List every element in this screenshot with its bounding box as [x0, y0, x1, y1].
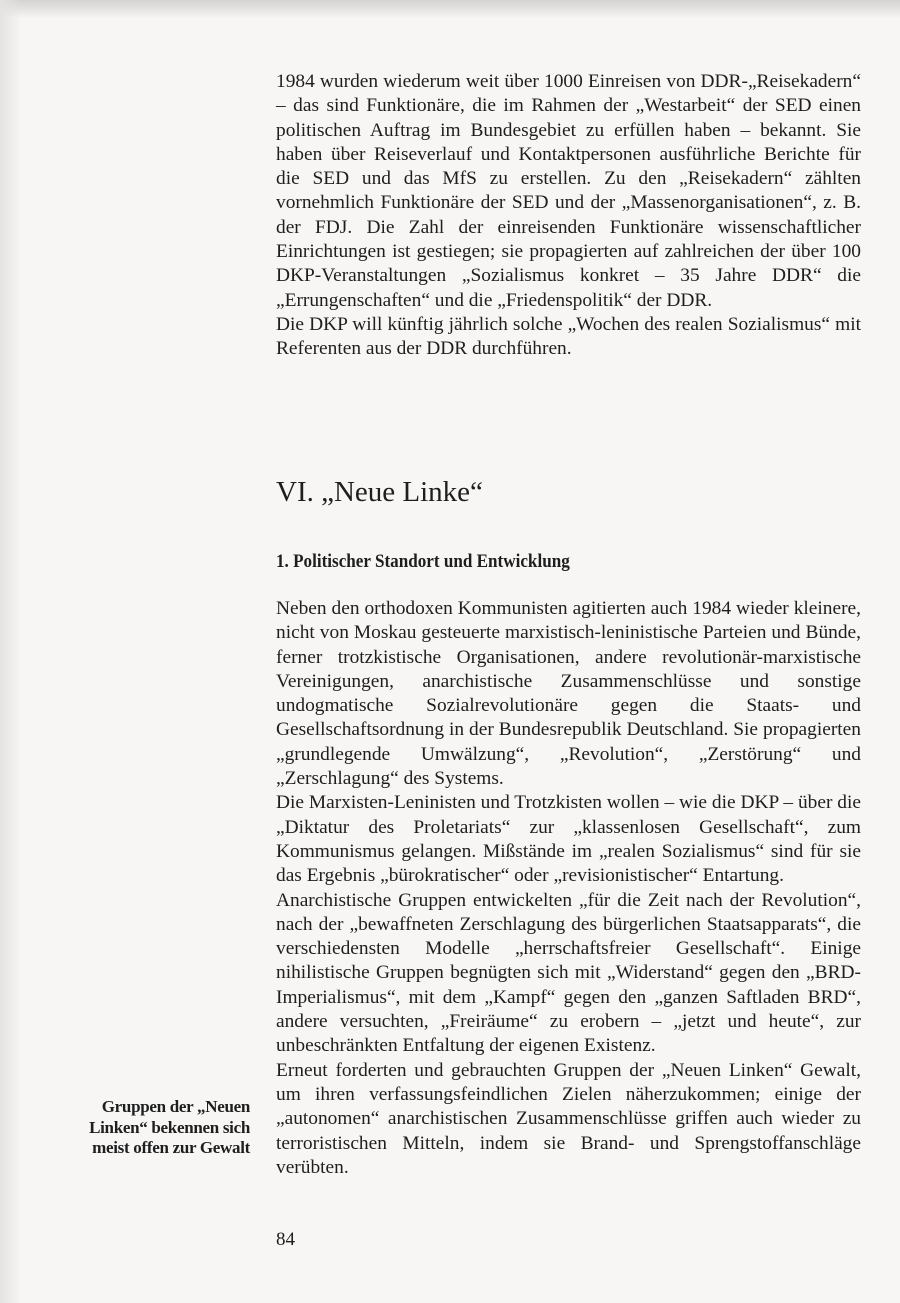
main-paragraph-1: Neben den orthodoxen Kommunisten agitierten auch 1984 wieder kleinere, nicht von Moskau gesteuerte marxistisch-leninistische Parteien und Bünde, ferner trotzkistische Organisationen, andere revolutionär-marxistische Vereinigungen, anarchistische Zusammenschlüsse und sonstige undogmatische Sozialrevolutionäre gegen die Staats- und Gesellschaftsordnung in der Bundesrepublik Deutschland. Sie propagierten „grundlegende Umwälzung“, „Revolution“, „Zerstörung“ und „Zerschlagung“ des Systems. — [276, 598, 861, 790]
intro-paragraph-2: Die DKP will künftig jährlich solche „Wochen des realen Sozialismus“ mit Referenten aus der DDR durchführen. — [276, 313, 861, 360]
page-number: 84 — [276, 1229, 295, 1250]
scan-edge-top — [0, 0, 900, 18]
subsection-title: 1. Politischer Standort und Entwicklung — [276, 551, 570, 572]
intro-paragraph-1: 1984 wurden wiederum weit über 1000 Einreisen von DDR-„Reisekadern“ – das sind Funktionäre, die im Rahmen der „Westarbeit“ der SED einen politischen Auftrag im Bundesgebiet zu erfüllen haben – bekannt. Sie haben über Reiseverlauf und Kontaktpersonen ausführliche Berichte für die SED und das MfS zu erstellen. Zu den „Reisekadern“ zählten vornehmlich Funktionäre der SED und der „Massenorganisationen“, z. B. der FDJ. Die Zahl der einreisenden Funktionäre wissenschaftlicher Einrichtungen ist gestiegen; sie propagierten auf zahlreichen der über 100 DKP-Veranstaltungen „Sozialismus konkret – 35 Jahre DDR“ die „Errungenschaften“ und die „Friedenspolitik“ der DDR. — [276, 71, 861, 311]
main-paragraph-3: Anarchistische Gruppen entwickelten „für die Zeit nach der Revolution“, nach der „bewaffneten Zerschlagung des bürgerlichen Staatsapparats“, die verschiedensten Modelle „herrschaftsfreier Gesellschaft“. Einige nihilistische Gruppen begnügten sich mit „Widerstand“ gegen den „BRD-Imperialismus“, mit dem „Kampf“ gegen den „ganzen Saftladen BRD“, andere versuchten, „Freiräume“ zu erobern – „jetzt und heute“, zur unbeschränkten Entfaltung der eigenen Existenz. — [276, 889, 861, 1057]
intro-text-block — [276, 70, 861, 362]
margin-note: Gruppen der „Neuen Linken“ bekennen sich meist offen zur Gewalt — [89, 1097, 250, 1157]
main-text-block — [276, 597, 861, 1180]
main-paragraph-2: Die Marxisten-Leninisten und Trotzkisten wollen – wie die DKP – über die „Diktatur des Proletariats“ zur „klassenlosen Gesellschaft“, zum Kommunismus gelangen. Mißstände im „realen Sozialismus“ sind für sie das Ergebnis „bürokratischer“ oder „revisionistischer“ Entartung. — [276, 792, 861, 887]
scan-edge-left — [0, 0, 22, 1303]
section-title: VI. „Neue Linke“ — [276, 476, 483, 508]
main-paragraph-4: Erneut forderten und gebrauchten Gruppen der „Neuen Linken“ Gewalt, um ihren verfassungsfeindlichen Zielen näherzukommen; einige der „autonomen“ anarchistischen Zusammenschlüsse griffen auch wieder zu terroristischen Mitteln, indem sie Brand- und Sprengstoffanschläge verübten. — [276, 1059, 861, 1178]
